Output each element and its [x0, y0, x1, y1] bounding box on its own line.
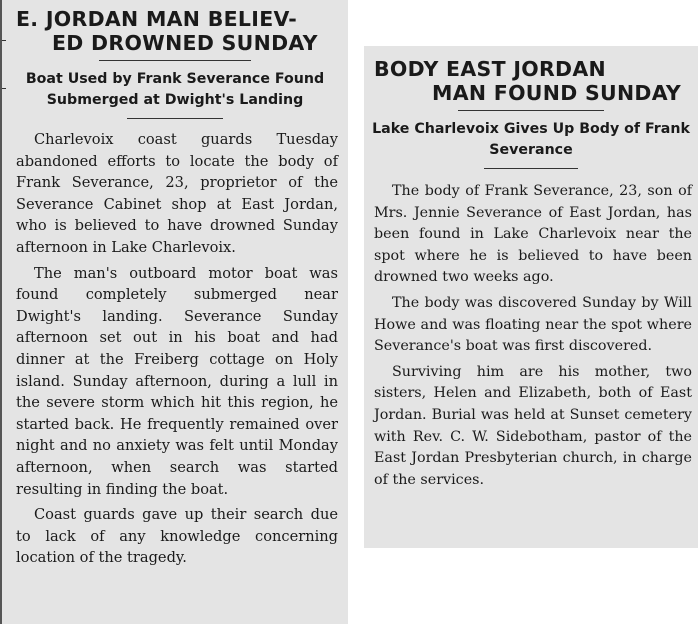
right-headline-rule — [458, 110, 605, 111]
left-edge-mark — [2, 40, 6, 41]
left-edge-mark — [2, 88, 6, 89]
right-paragraph-3: Surviving him are his mother, two sisters, Helen and Elizabeth, both of East Jordan. Burial was held at Sunset cemetery with Rev. C. W. Sidebotham, pastor of the East Jordan Presbyterian church, in charge of the services. — [374, 363, 692, 488]
left-article-body — [2, 119, 348, 569]
left-paragraph-3: Coast guards gave up their search due to lack of any knowledge concerning location of the tragedy. — [16, 506, 338, 567]
right-headline — [364, 46, 698, 105]
left-paragraph-2: The man's outboard motor boat was found completely submerged near Dwight's landing. Severance Sunday afternoon set out in his boat and had dinner at the Freiberg cottage on Holy island. Sunday afternoon, during a lull in the severe storm which hit this region, he started back. He frequently remained over night and no anxiety was felt until Monday afternoon, when search was started resulting in finding the boat. — [16, 264, 338, 498]
left-subhead: Boat Used by Frank Severance Found Submerged at Dwight's Landing — [25, 71, 325, 108]
left-newspaper-clipping — [0, 0, 348, 624]
left-headline-line-2: ED DROWNED SUNDAY — [52, 31, 318, 55]
right-subhead: Lake Charlevoix Gives Up Body of Frank Severance — [372, 121, 690, 158]
left-headline — [2, 0, 348, 55]
right-paragraph-1: The body of Frank Severance, 23, son of Mrs. Jennie Severance of East Jordan, has been found in Lake Charlevoix near the spot where he is believed to have been drowned two weeks ago. — [374, 183, 692, 286]
right-paragraph-2: The body was discovered Sunday by Will Howe and was floating near the spot where Severance's boat was first discovered. — [374, 294, 692, 355]
left-paragraph-1: Charlevoix coast guards Tuesday abandoned efforts to locate the body of Frank Severance, 23, proprietor of the Severance Cabinet shop at East Jordan, who is believed to have drowned Sunday afternoon in Lake Charlevoix. — [16, 131, 338, 256]
left-headline-rule — [99, 60, 251, 61]
right-headline-line-1: BODY EAST JORDAN — [374, 57, 606, 81]
left-headline-line-1: E. JORDAN MAN BELIEV- — [16, 7, 298, 31]
right-newspaper-clipping — [364, 46, 698, 548]
right-article-body — [364, 169, 698, 491]
right-headline-line-2: MAN FOUND SUNDAY — [432, 81, 682, 105]
